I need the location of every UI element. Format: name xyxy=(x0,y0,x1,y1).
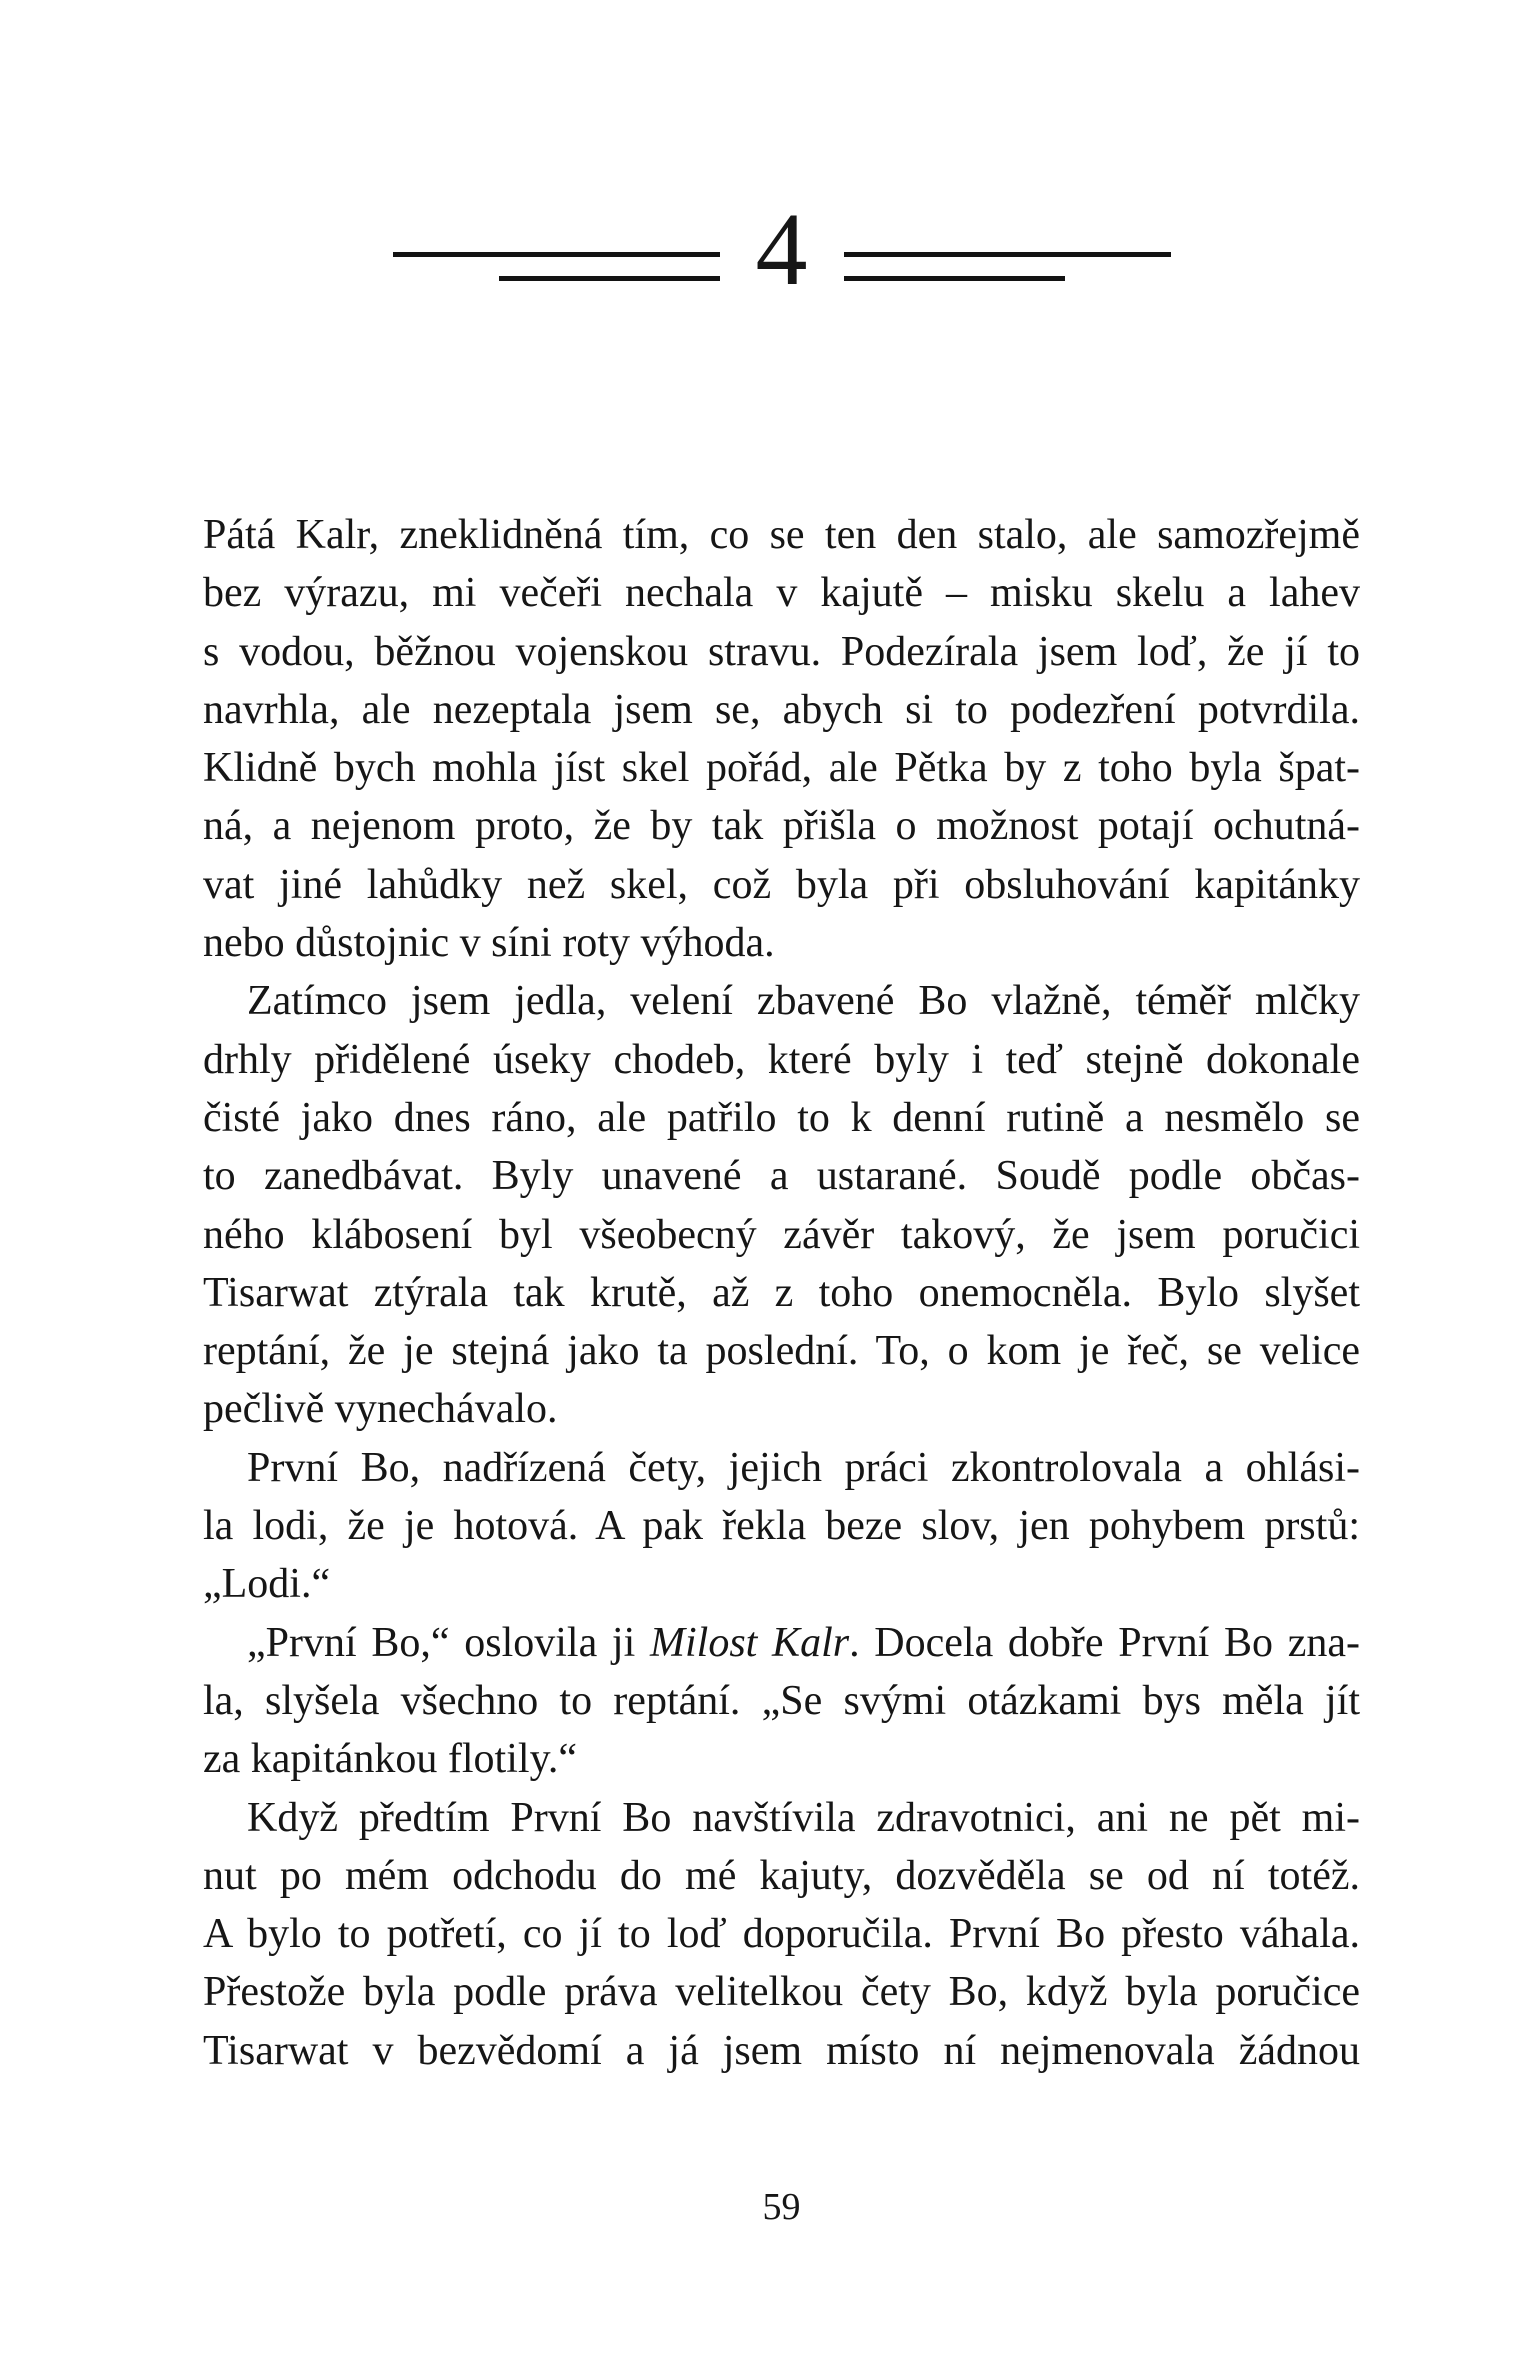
text-segment: navrhla, ale nezeptala jsem se, abych si to podezření potvrdila. xyxy=(203,686,1360,733)
text-segment: Zatímco jsem jedla, velení zbavené Bo vlažně, téměř mlčky xyxy=(247,978,1360,1025)
text-line xyxy=(203,681,1360,739)
text-segment: A bylo to potřetí, co jí to loď doporučila. První Bo přesto váhala. xyxy=(203,1911,1360,1958)
divider-line xyxy=(844,252,1171,257)
text-segment: bez výrazu, mi večeři nechala v kajutě – misku skelu a lahev xyxy=(203,570,1360,617)
text-line xyxy=(203,1439,1360,1497)
text-segment: . Docela dobře První Bo zna- xyxy=(849,1619,1360,1666)
text-line xyxy=(203,1497,1360,1555)
text-segment: Tisarwat ztýrala tak krutě, až z toho onemocněla. Bylo slyšet xyxy=(203,1269,1360,1316)
text-segment: Když předtím První Bo navštívila zdravotnici, ani ne pět mi- xyxy=(247,1794,1360,1841)
italic-ship-name: Milost Kalr xyxy=(650,1619,850,1666)
text-segment: ného klábosení byl všeobecný závěr takový, že jsem poručici xyxy=(203,1211,1360,1258)
text-line xyxy=(203,564,1360,622)
text-segment: „Lodi.“ xyxy=(203,1561,331,1608)
text-line xyxy=(203,1614,1360,1672)
text-line xyxy=(203,623,1360,681)
text-segment: „První Bo,“ oslovila ji xyxy=(247,1619,650,1666)
text-line xyxy=(203,1555,1360,1613)
text-segment: Pátá Kalr, zneklidněná tím, co se ten den stalo, ale samozřejmě xyxy=(203,512,1360,558)
text-segment: nut po mém odchodu do mé kajuty, dozvěděla se od ní totéž. xyxy=(203,1852,1360,1899)
text-segment: ná, a nejenom proto, že by tak přišla o možnost potají ochutná- xyxy=(203,803,1360,850)
text-line xyxy=(203,1322,1360,1380)
text-line xyxy=(203,506,1360,564)
text-line xyxy=(203,914,1360,972)
text-line xyxy=(203,2022,1360,2080)
text-segment: Klidně bych mohla jíst skel pořád, ale Pětka by z toho byla špat- xyxy=(203,745,1360,792)
text-line xyxy=(203,1147,1360,1205)
text-segment: První Bo, nadřízená čety, jejich práci zkontrolovala a ohlási- xyxy=(247,1444,1360,1491)
text-segment: Tisarwat v bezvědomí a já jsem místo ní nejmenovala žádnou xyxy=(203,2027,1360,2074)
text-line xyxy=(203,739,1360,797)
text-line xyxy=(203,1206,1360,1264)
ornament-right-rules xyxy=(844,252,1171,281)
text-line xyxy=(203,1730,1360,1788)
text-line xyxy=(203,1031,1360,1089)
text-segment: čisté jako dnes ráno, ale patřilo to k denní rutině a nesmělo se xyxy=(203,1094,1360,1141)
page-number: 59 xyxy=(762,2186,801,2228)
ornament-left-rules xyxy=(393,252,720,281)
body-text xyxy=(203,506,1360,2080)
text-segment: drhly přidělené úseky chodeb, které byly i teď stejně dokonale xyxy=(203,1036,1360,1083)
text-line xyxy=(203,1789,1360,1847)
text-segment: la lodi, že je hotová. A pak řekla beze slov, jen pohybem prstů: xyxy=(203,1503,1360,1550)
text-line xyxy=(203,972,1360,1030)
text-segment: to zanedbávat. Byly unavené a ustarané. Soudě podle občas- xyxy=(203,1153,1360,1200)
divider-line xyxy=(393,252,720,257)
text-line xyxy=(203,1847,1360,1905)
text-segment: s vodou, běžnou vojenskou stravu. Podezírala jsem loď, že jí to xyxy=(203,628,1360,675)
divider-line xyxy=(844,276,1065,281)
text-line xyxy=(203,797,1360,855)
text-segment: pečlivě vynechávalo. xyxy=(203,1386,558,1433)
text-segment: Přestože byla podle práva velitelkou čety Bo, když byla poručice xyxy=(203,1969,1360,2016)
text-line xyxy=(203,1963,1360,2021)
text-line xyxy=(203,856,1360,914)
text-segment: la, slyšela všechno to reptání. „Se svými otázkami bys měla jít xyxy=(203,1677,1360,1724)
text-line xyxy=(203,1264,1360,1322)
text-line xyxy=(203,1672,1360,1730)
text-segment: za kapitánkou flotily.“ xyxy=(203,1736,577,1783)
chapter-number: 4 xyxy=(755,192,808,307)
text-segment: nebo důstojnic v síni roty výhoda. xyxy=(203,920,775,967)
text-line xyxy=(203,1089,1360,1147)
text-segment: vat jiné lahůdky než skel, což byla při obsluhování kapitánky xyxy=(203,861,1360,908)
text-line xyxy=(203,1905,1360,1963)
text-segment: reptání, že je stejná jako ta poslední. To, o kom je řeč, se velice xyxy=(203,1328,1360,1375)
divider-line xyxy=(499,276,720,281)
text-line xyxy=(203,1380,1360,1438)
chapter-ornament xyxy=(203,192,1360,318)
